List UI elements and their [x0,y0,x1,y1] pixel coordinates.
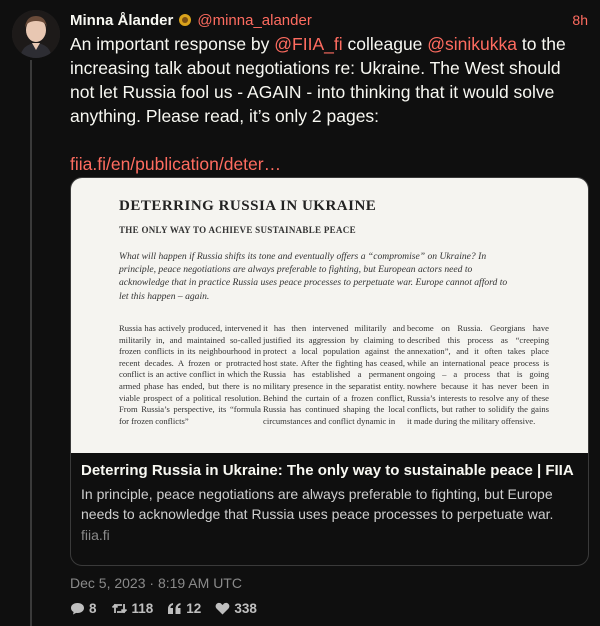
mention-sinikukka[interactable]: @sinikukka [427,34,518,54]
sunflower-icon [178,13,192,27]
doc-column: become on Russia. Georgians have described this process as “creeping annexation”, and it often takes place while an international peace process is ongoing – a process that is going nowhere because it has never been in Russia’s interests to resolve any of these conflicts, but rather to solidify the gains it made during the military offensive. [407,323,549,426]
tweet-text [70,32,588,176]
reply-count: 8 [89,600,97,616]
fullname[interactable]: Minna Ålander [70,11,174,29]
tweet-time[interactable]: 8h [572,12,588,28]
doc-column: Russia has actively produced, intervened militarily in, and maintained so-called frozen conflicts in its neighbourhood in recent decades. A frozen or protracted conflict is an active conflict in which the armed phase has ended, but there is no viable prospect of a political resolution. From Russia’s perspective, its “formula for frozen conflicts” [119,323,261,426]
doc-abstract: What will happen if Russia shifts its tone and eventually offers a “compromise” on Ukraine? In principle, peace negotiations are always preferable to fighting, but European actors need to acknowledge that in practice Russia uses peace processes to perpetuate war. Europe cannot afford to let this happen – again. [119,251,508,302]
avatar[interactable] [12,10,60,58]
tweet-text-part: colleague [342,34,428,54]
retweet-count: 118 [131,600,154,616]
quote-stat[interactable] [167,601,201,616]
card-image [71,178,589,453]
avatar-image [12,10,60,58]
tweet-date[interactable]: Dec 5, 2023 · 8:19 AM UTC [70,575,242,591]
quote-icon [167,602,182,615]
username[interactable]: @minna_alander [197,11,312,29]
like-count: 338 [234,600,257,616]
reply-stat[interactable] [70,601,97,616]
link-card[interactable] [70,177,589,566]
card-description: In principle, peace negotiations are always preferable to fighting, but Europe needs to acknowledge that Russia uses peace processes to perpetuate war. [81,486,554,522]
tweet-header [70,10,588,30]
retweet-stat[interactable] [111,601,154,616]
tweet-stats [70,598,257,618]
doc-title: DETERRING RUSSIA IN UKRAINE [119,198,377,214]
retweet-icon [111,602,128,615]
card-info [71,453,589,566]
quote-count: 12 [186,600,202,616]
heart-icon [215,602,230,615]
doc-column: it has then intervened militarily and justified its aggression by claiming to protect a local population against the host state. After the fighting has ceased, Russia has established a permanent military presence in the separatist entity. Behind the curtain of a frozen conflict, Russia has continued shaping the local circumstances and conflict dynamic in [263,323,405,426]
card-domain: fiia.fi [81,527,110,543]
comment-icon [70,602,85,615]
tweet-text-part: to the increasing talk about negotiations re: Ukraine. The West should not let Russia fool us - AGAIN - into thinking that it would solve anything. Please read, it’s only 2 pages: [70,34,571,126]
doc-subtitle: THE ONLY WAY TO ACHIEVE SUSTAINABLE PEACE [119,225,356,235]
thread-line [30,60,32,626]
tweet-text-part: An important response by [70,34,275,54]
mention-fiia[interactable]: @FIIA_fi [274,34,343,54]
tweet-link[interactable]: fiia.fi/en/publication/deter… [70,154,282,174]
card-title[interactable]: Deterring Russia in Ukraine: The only way to sustainable peace | FIIA [81,462,574,479]
like-stat[interactable] [215,601,257,616]
